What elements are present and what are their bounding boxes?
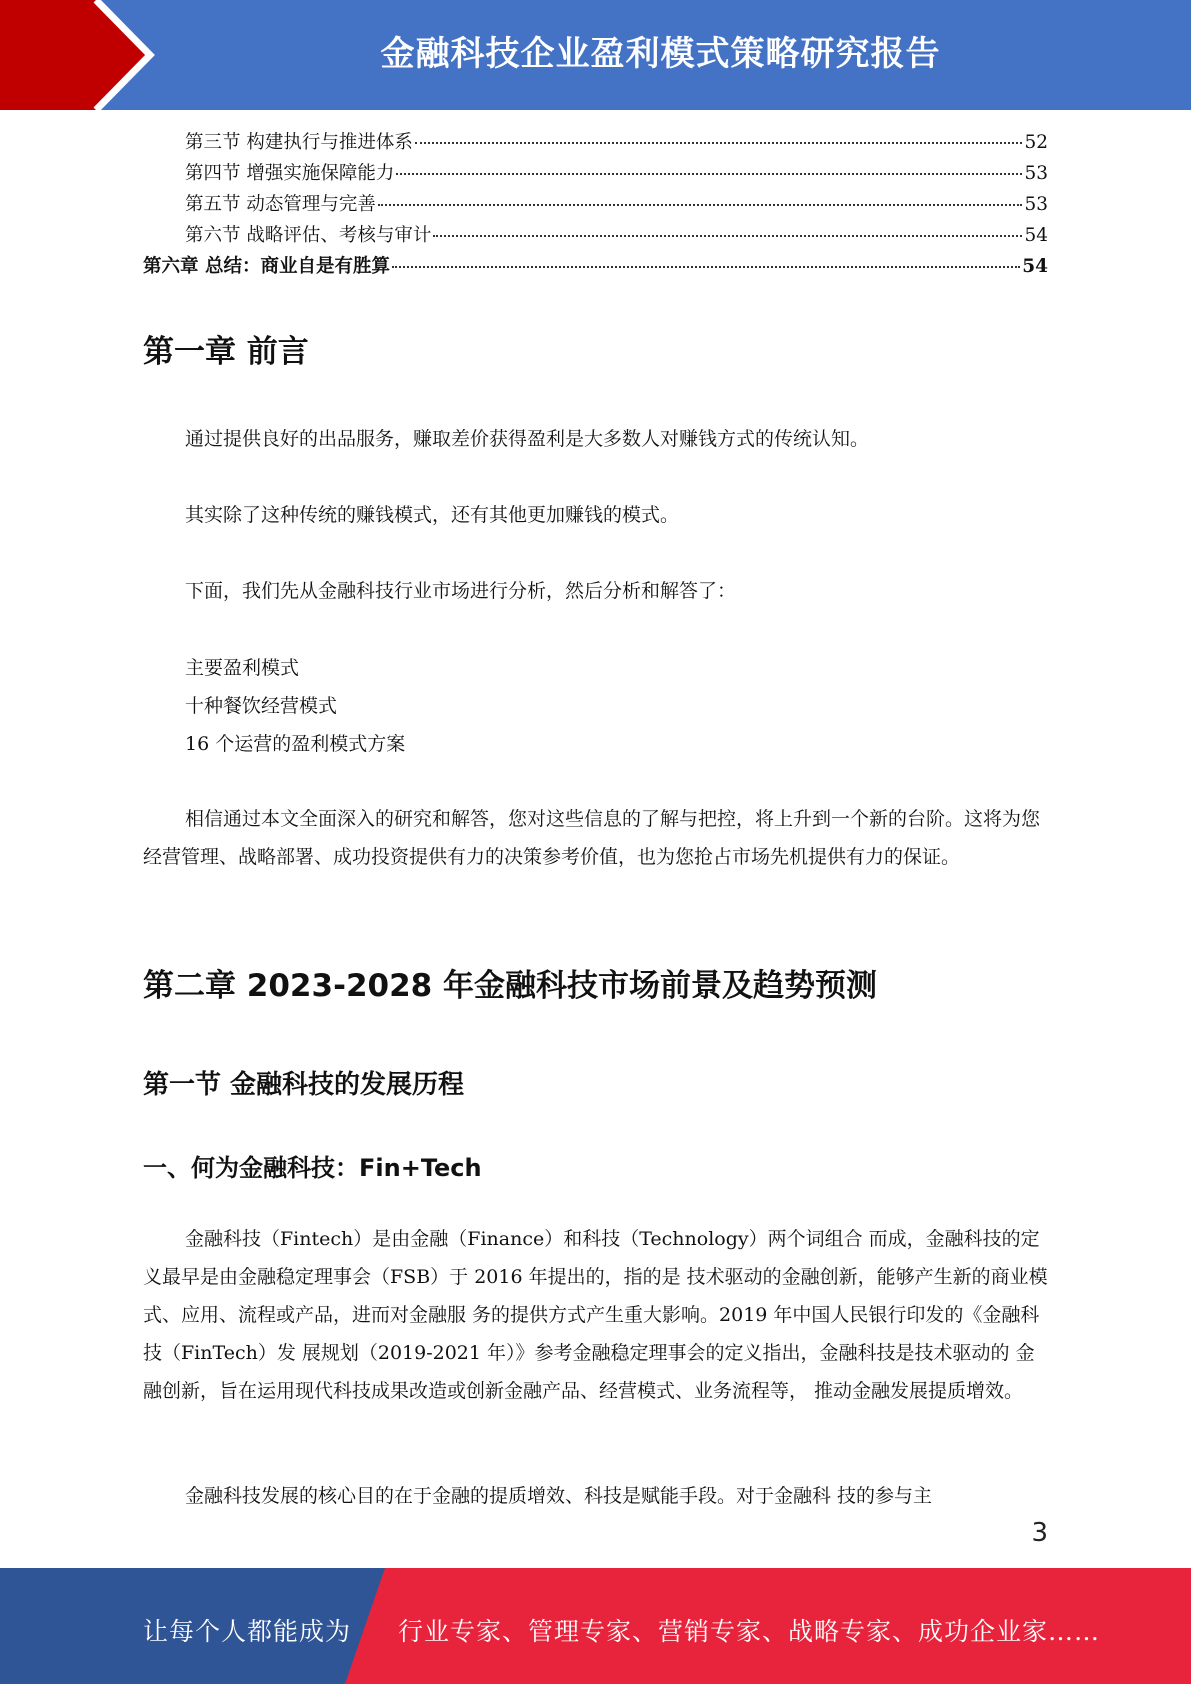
toc-entry-page: 52 <box>1024 132 1048 153</box>
chapter-1-heading: 第一章 前言 <box>143 334 309 370</box>
toc-leader-dots <box>433 235 1022 237</box>
chapter-1-heading-block <box>143 326 1048 371</box>
chapter-1-list <box>143 649 1048 763</box>
subsection-heading-block <box>143 1148 1048 1183</box>
chapter-1-p4-block <box>143 800 1048 876</box>
toc-leader-dots <box>415 142 1023 144</box>
chapter-2-heading-block <box>143 960 1048 1005</box>
toc-entry-label: 第四节 增强实施保障能力 <box>185 163 395 184</box>
footer-slogan-right: 行业专家、管理专家、营销专家、战略专家、成功企业家…… <box>398 1617 1101 1646</box>
toc-entry-page: 53 <box>1024 194 1048 215</box>
toc-entry-page: 54 <box>1024 225 1048 246</box>
toc-entry-label: 第五节 动态管理与完善 <box>185 194 376 215</box>
toc-entry[interactable] <box>143 190 1048 221</box>
paragraph: 相信通过本文全面深入的研究和解答，您对这些信息的了解与把控，将上升到一个新的台阶。这将为您经营管理、战略部署、成功投资提供有力的决策参考价值，也为您抢占市场先机提供有力的保证。 <box>143 808 1041 868</box>
chapter-1-p3-block <box>143 572 1048 610</box>
header-band <box>0 0 1191 110</box>
paragraph: 金融科技发展的核心目的在于金融的提质增效、科技是赋能手段。对于金融科 技的参与主 <box>185 1485 933 1507</box>
toc-entry-label: 第六章 总结：商业自是有胜算 <box>143 256 390 277</box>
toc-entry[interactable] <box>143 221 1048 252</box>
chapter-2-p2-block <box>143 1477 1048 1515</box>
toc-entry-label: 第三节 构建执行与推进体系 <box>185 132 413 153</box>
chapter-2-heading: 第二章 2023-2028 年金融科技市场前景及趋势预测 <box>143 968 878 1004</box>
toc-leader-dots <box>392 266 1020 268</box>
toc-leader-dots <box>396 173 1022 175</box>
paragraph: 金融科技（Fintech）是由金融（Finance）和科技（Technology）两个词组合 而成，金融科技的定义最早是由金融稳定理事会（FSB）于 2016 年提出的，指的是 技术驱动的金融创新，能够产生新的商业模式、应用、流程或产品，进而对金融服 务的提供方式产生重大影响。2019 年中国人民银行印发的《金融科技（FinTech）发 展规划（2019-2021 年）》参考金融稳定理事会的定义指出，金融科技是技术驱动的 金融创新，旨在运用现代科技成果改造或创新金融产品、经营模式、业务流程等， 推动金融发展提质增效。 <box>143 1228 1048 1402</box>
toc-entry-chapter[interactable] <box>143 252 1048 283</box>
toc-entry[interactable] <box>143 128 1048 159</box>
footer-slogan-left: 让每个人都能成为 <box>143 1617 352 1646</box>
toc-entry-page: 54 <box>1022 256 1048 277</box>
chapter-1-p2-block <box>143 496 1048 534</box>
list-item: 十种餐饮经营模式 <box>185 695 338 717</box>
subsection-heading: 一、何为金融科技：Fin+Tech <box>143 1154 482 1182</box>
list-item: 16 个运营的盈利模式方案 <box>185 733 406 755</box>
toc-entry[interactable] <box>143 159 1048 190</box>
paragraph: 下面，我们先从金融科技行业市场进行分析，然后分析和解答了： <box>185 580 737 602</box>
section-1-heading-block <box>143 1064 1048 1101</box>
footer-band <box>0 1568 1191 1684</box>
list-item: 主要盈利模式 <box>185 657 300 679</box>
paragraph: 通过提供良好的出品服务，赚取差价获得盈利是大多数人对赚钱方式的传统认知。 <box>185 428 870 450</box>
table-of-contents <box>143 128 1048 283</box>
toc-leader-dots <box>378 204 1023 206</box>
chapter-2-p1-block <box>143 1220 1048 1410</box>
section-heading: 第一节 金融科技的发展历程 <box>143 1070 465 1100</box>
paragraph: 其实除了这种传统的赚钱模式，还有其他更加赚钱的模式。 <box>185 504 680 526</box>
report-title: 金融科技企业盈利模式策略研究报告 <box>380 34 941 74</box>
toc-entry-label: 第六节 战略评估、考核与审计 <box>185 225 432 246</box>
chapter-1-p1-block <box>143 420 1048 458</box>
toc-entry-page: 53 <box>1024 163 1048 184</box>
page-number: 3 <box>1031 1518 1048 1548</box>
